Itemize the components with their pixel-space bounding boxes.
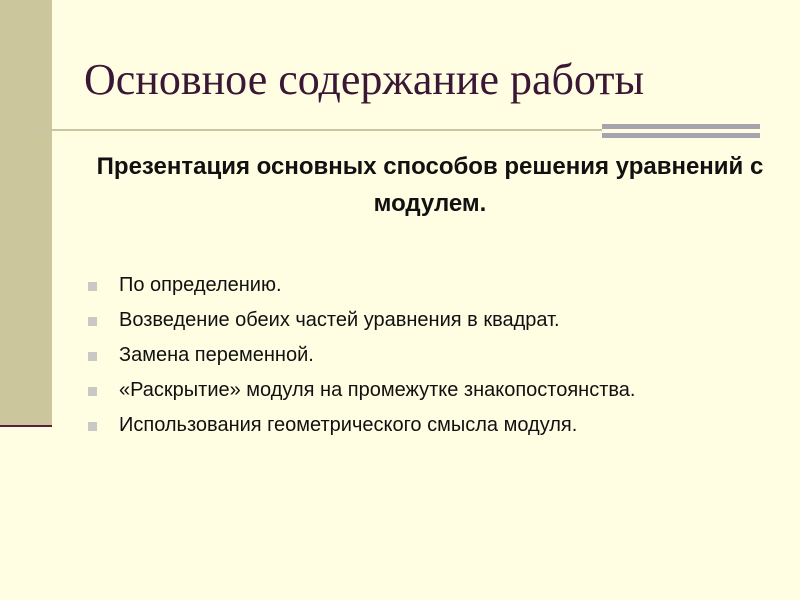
slide-title: Основное содержание работы xyxy=(84,55,645,104)
bullet-text-1: По определению. xyxy=(119,274,282,296)
bullet-text-3: Замена переменной. xyxy=(119,344,314,366)
title-divider xyxy=(32,129,602,131)
left-band-rule xyxy=(0,425,52,427)
square-bullet-icon xyxy=(88,282,97,291)
bullet-text-2: Возведение обеих частей уравнения в квадрат. xyxy=(119,309,560,331)
bullet-item-4 xyxy=(86,376,776,404)
square-bullet-icon xyxy=(88,387,97,396)
bullet-item-1 xyxy=(86,271,776,299)
title-accent-bars xyxy=(602,124,760,138)
bullet-item-5 xyxy=(86,411,776,439)
square-bullet-icon xyxy=(88,422,97,431)
bullet-item-3 xyxy=(86,341,776,369)
bullet-item-2 xyxy=(86,306,776,334)
bullet-text-5: Использования геометрического смысла модуля. xyxy=(119,414,578,436)
accent-bar-top xyxy=(602,124,760,129)
square-bullet-icon xyxy=(88,352,97,361)
bullet-list xyxy=(86,271,776,446)
bullet-text-4: «Раскрытие» модуля на промежутке знакопостоянства. xyxy=(119,379,636,401)
square-bullet-icon xyxy=(88,317,97,326)
accent-bar-bottom xyxy=(602,133,760,138)
left-decorative-band xyxy=(0,0,52,427)
slide-subtitle: Презентация основных способов решения уравнений с модулем. xyxy=(96,153,764,217)
